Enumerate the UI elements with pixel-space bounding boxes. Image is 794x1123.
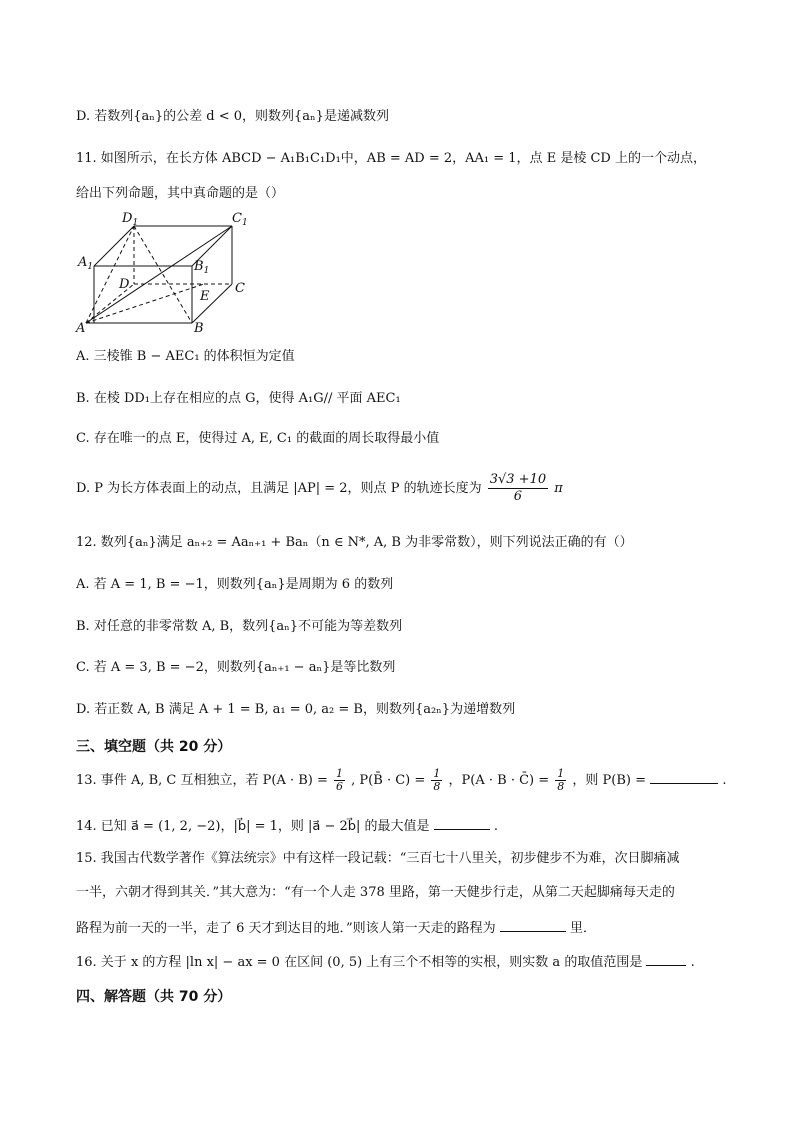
q16-answer-blank[interactable] xyxy=(646,951,686,966)
q14-end: . xyxy=(493,819,498,834)
q13-text-mid2: ，P(A · B · C̄) = xyxy=(448,773,550,788)
q13-frac2-den: 8 xyxy=(433,780,441,793)
q14-text: 14. 已知 a⃗ = (1, 2, −2)，|b⃗| = 1，则 |a⃗ − 2b⃗| 的最大值是 xyxy=(76,819,430,834)
q16 xyxy=(76,951,695,972)
q12-option-d: D. 若正数 A, B 满足 A + 1 = B, a₁ = 0, a₂ = B，则数列{a₂ₙ}为递增数列 xyxy=(76,702,516,717)
section-3-heading: 三、填空题（共 20 分） xyxy=(76,739,232,755)
q15-line2: 一半，六朝才得到其关．”其大意为：“有一个人走 378 里路，第一天健步行走，从第二天起脚痛每天走的 xyxy=(76,885,675,900)
q13-frac3-den: 8 xyxy=(557,780,565,793)
q13 xyxy=(76,768,726,793)
q13-frac1-den: 6 xyxy=(336,780,344,793)
label-c: C xyxy=(235,281,245,296)
q15-line3 xyxy=(76,917,596,938)
q16-text: 16. 关于 x 的方程 |ln x| − ax = 0 在区间 (0, 5) 上有三个不相等的实根，则实数 a 的取值范围是 xyxy=(76,955,643,970)
q12-option-b: B. 对任意的非零常数 A, B，数列{aₙ}不可能为等差数列 xyxy=(76,619,403,634)
q11-option-d xyxy=(76,472,563,505)
label-c1: $C_1$ xyxy=(232,211,248,228)
q13-frac2-num: 1 xyxy=(433,767,441,780)
label-d: D xyxy=(119,277,130,292)
q13-text-post: ，则 P(B) = xyxy=(572,773,647,788)
q13-answer-blank[interactable] xyxy=(650,769,718,784)
q13-frac3-num: 1 xyxy=(557,767,565,780)
section-4-heading: 四、解答题（共 70 分） xyxy=(76,989,232,1005)
q13-frac1 xyxy=(334,768,345,793)
q12-option-c: C. 若 A = 3, B = −2，则数列{aₙ₊₁ − aₙ}是等比数列 xyxy=(76,660,396,675)
q11-stem-line1: 11. 如图所示，在长方体 ABCD − A₁B₁C₁D₁中，AB = AD = 2，AA₁ = 1，点 E 是棱 CD 上的一个动点， xyxy=(76,151,706,166)
q12-option-a: A. 若 A = 1, B = −1，则数列{aₙ}是周期为 6 的数列 xyxy=(76,577,394,592)
q13-text-mid1: , P(B̄ · C) = xyxy=(351,773,426,788)
q15-answer-blank[interactable] xyxy=(500,917,566,932)
q13-end: . xyxy=(722,773,727,788)
q11-stem-line2: 给出下列命题，其中真命题的是（） xyxy=(76,186,285,201)
q11-option-b: B. 在棱 DD₁上存在相应的点 G，使得 A₁G// 平面 AEC₁ xyxy=(76,391,401,406)
q11-option-a: A. 三棱锥 B − AEC₁ 的体积恒为定值 xyxy=(76,349,295,364)
q11d-text: D. P 为长方体表面上的动点，且满足 |AP| = 2，则点 P 的轨迹长度为 xyxy=(76,481,482,496)
q15-unit: 里． xyxy=(569,921,596,936)
label-e: E xyxy=(200,289,210,304)
q14 xyxy=(76,815,498,836)
q11-option-c: C. 存在唯一的点 E，使得过 A, E, C₁ 的截面的周长取得最小值 xyxy=(76,431,440,446)
label-b1: $B_1$ xyxy=(194,259,210,276)
q11d-denominator: 6 xyxy=(513,489,523,504)
label-a1: $A_1$ xyxy=(78,255,94,272)
q13-text-pre: 13. 事件 A, B, C 互相独立，若 P(A · B) = xyxy=(76,773,328,788)
q13-frac3 xyxy=(555,768,566,793)
q12-stem: 12. 数列{aₙ}满足 aₙ₊₂ = Aaₙ₊₁ + Baₙ（n ∈ N*, A, B 为非零常数），则下列说法正确的有（） xyxy=(76,535,633,550)
q16-end: . xyxy=(690,955,695,970)
q11d-pi: π xyxy=(554,481,563,496)
label-a: A xyxy=(76,321,86,336)
q13-frac1-num: 1 xyxy=(336,767,344,780)
q13-frac2 xyxy=(431,768,442,793)
q10-option-d: D. 若数列{aₙ}的公差 d < 0，则数列{aₙ}是递减数列 xyxy=(76,109,389,124)
q15-text: 路程为前一天的一半，走了 6 天才到达目的地．”则该人第一天走的路程为 xyxy=(76,921,496,936)
label-b: B xyxy=(194,321,204,336)
q14-answer-blank[interactable] xyxy=(434,815,490,830)
q11d-fraction xyxy=(488,472,548,505)
cuboid-figure xyxy=(72,208,262,336)
q11d-numerator: 3√3 +10 xyxy=(489,472,547,487)
label-d1: $D_1$ xyxy=(122,211,139,228)
q15-line1: 15. 我国古代数学著作《算法统宗》中有这样一段记载：“三百七十八里关，初步健步不为难，次日脚痛减 xyxy=(76,851,680,866)
